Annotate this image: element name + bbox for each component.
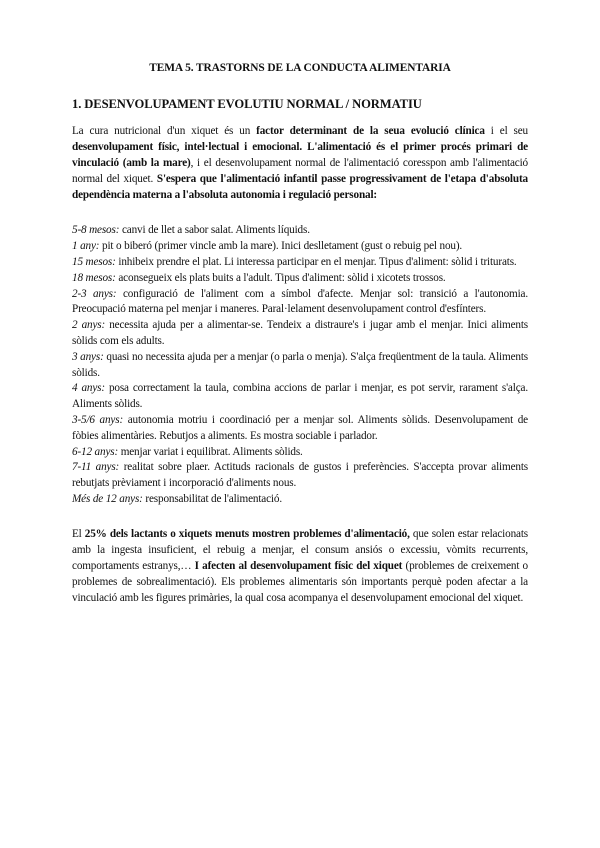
document-title: TEMA 5. TRASTORNS DE LA CONDUCTA ALIMENTARIA <box>149 62 451 74</box>
developmental-stages-list <box>72 223 528 507</box>
stage-age: 1 any: <box>72 240 100 253</box>
closing-bold-1: 25% dels lactants o xiquets menuts mostren problemes d'alimentació, <box>84 527 410 540</box>
stage-description: autonomia motriu i coordinació per a menjar sol. Aliments sòlids. Desenvolupament de fòbies alimentàries. Rebutjos a aliments. Es mostra sociable i parlador. <box>72 414 528 442</box>
stage-description: aconsegueix els plats buits a l'adult. Tipus d'aliment: sòlid i xicotets trossos. <box>115 271 446 284</box>
stage-description: inhibeix prendre el plat. Li interessa participar en el menjar. Tipus d'aliment: sòlid i triturats. <box>115 256 517 269</box>
stage-description: pit o biberó (primer vincle amb la mare). Inici deslletament (gust o rebuig pel nou). <box>99 240 463 253</box>
stage-item <box>72 350 528 382</box>
closing-bold-2: I afecten al desenvolupament físic del xiquet <box>194 560 403 572</box>
stage-item <box>72 413 528 445</box>
stage-item <box>72 255 528 271</box>
stage-item <box>72 271 528 287</box>
intro-bold-1: factor determinant de la seua evolució clínica <box>256 125 485 137</box>
stage-age: 18 mesos: <box>72 271 116 284</box>
stage-description: responsabilitat de l'alimentació. <box>142 493 282 506</box>
closing-paragraph <box>72 526 528 606</box>
intro-text-2: i el seu <box>484 125 528 137</box>
stage-description: posa correctament la taula, combina accions de parlar i menjar, es pot servir, rarament s'alça. Aliments sòlids. <box>72 382 528 411</box>
document-page <box>72 62 528 606</box>
stage-description: necessita ajuda per a alimentar-se. Tendeix a distraure's i jugar amb el menjar. Inici aliments sòlids com els adults. <box>72 319 528 348</box>
stage-age: 7-11 anys: <box>72 461 120 474</box>
stage-item <box>72 460 528 492</box>
stage-age: 5-8 mesos: <box>72 224 120 237</box>
stage-age: Més de 12 anys: <box>72 493 143 506</box>
stage-age: 15 mesos: <box>72 256 116 269</box>
intro-bold-3: S'espera que l'alimentació infantil passe progressivament de l'etapa d'absoluta dependència materna a l'absoluta autonomia i regulació personal: <box>72 173 528 202</box>
stage-age: 2 anys: <box>72 319 106 332</box>
stage-item <box>72 492 528 508</box>
intro-paragraph <box>72 123 528 203</box>
stage-item <box>72 318 528 350</box>
intro-text-1: La cura nutricional d'un xiquet és un <box>72 125 257 137</box>
stage-item <box>72 287 528 319</box>
stage-item <box>72 445 528 461</box>
closing-text-3: (problemes de creixement o problemes de sobrealimentació). Els problemes alimentaris són importants perquè poden afectar a la vinculació amb les figures primàries, la qual cosa acompanya el desenvolupament emocional del xiquet. <box>72 560 528 605</box>
closing-text-2: que solen estar relacionats amb la ingesta insuficient, el rebuig a menjar, el consum ansiós o excessiu, vòmits recurrents, comportaments estranys,… <box>72 527 529 572</box>
intro-text-3: , i el desenvolupament normal de l'alimentació coresspon amb l'alimentació normal del xiquet. <box>72 157 529 186</box>
stage-item <box>72 239 528 255</box>
stage-description: quasi no necessita ajuda per a menjar (o parla o menja). S'alça freqüentment de la taula. Aliments sòlids. <box>72 350 528 379</box>
stage-age: 6-12 anys: <box>72 445 119 458</box>
stage-age: 2-3 anys: <box>72 287 117 300</box>
stage-item <box>72 381 528 413</box>
stage-description: configuració de l'aliment com a símbol d'afecte. Menjar sol: transició a l'autonomia. Preocupació materna pel menjar i maneres. Paral·lelament desenvolupament control d'esfínters. <box>72 287 529 316</box>
stage-description: menjar variat i equilibrat. Aliments sòlids. <box>118 445 303 458</box>
stage-description: canvi de llet a sabor salat. Aliments líquids. <box>119 224 310 237</box>
stage-age: 3 anys: <box>72 350 104 363</box>
intro-bold-2: desenvolupament físic, intel·lectual i emocional. L'alimentació és el primer procés primari de vinculació (amb la mare) <box>72 141 528 170</box>
stage-age: 4 anys: <box>72 382 105 395</box>
section-title: 1. DESENVOLUPAMENT EVOLUTIU NORMAL / NORMATIU <box>72 97 422 111</box>
closing-text-1: El <box>72 527 85 540</box>
stage-description: realitat sobre plaer. Actituds racionals de gustos i preferències. S'accepta provar aliments rebutjats prèviament i incorporació d'aliments nous. <box>72 461 528 490</box>
stage-age: 3-5/6 anys: <box>72 414 124 427</box>
stage-item <box>72 223 528 239</box>
